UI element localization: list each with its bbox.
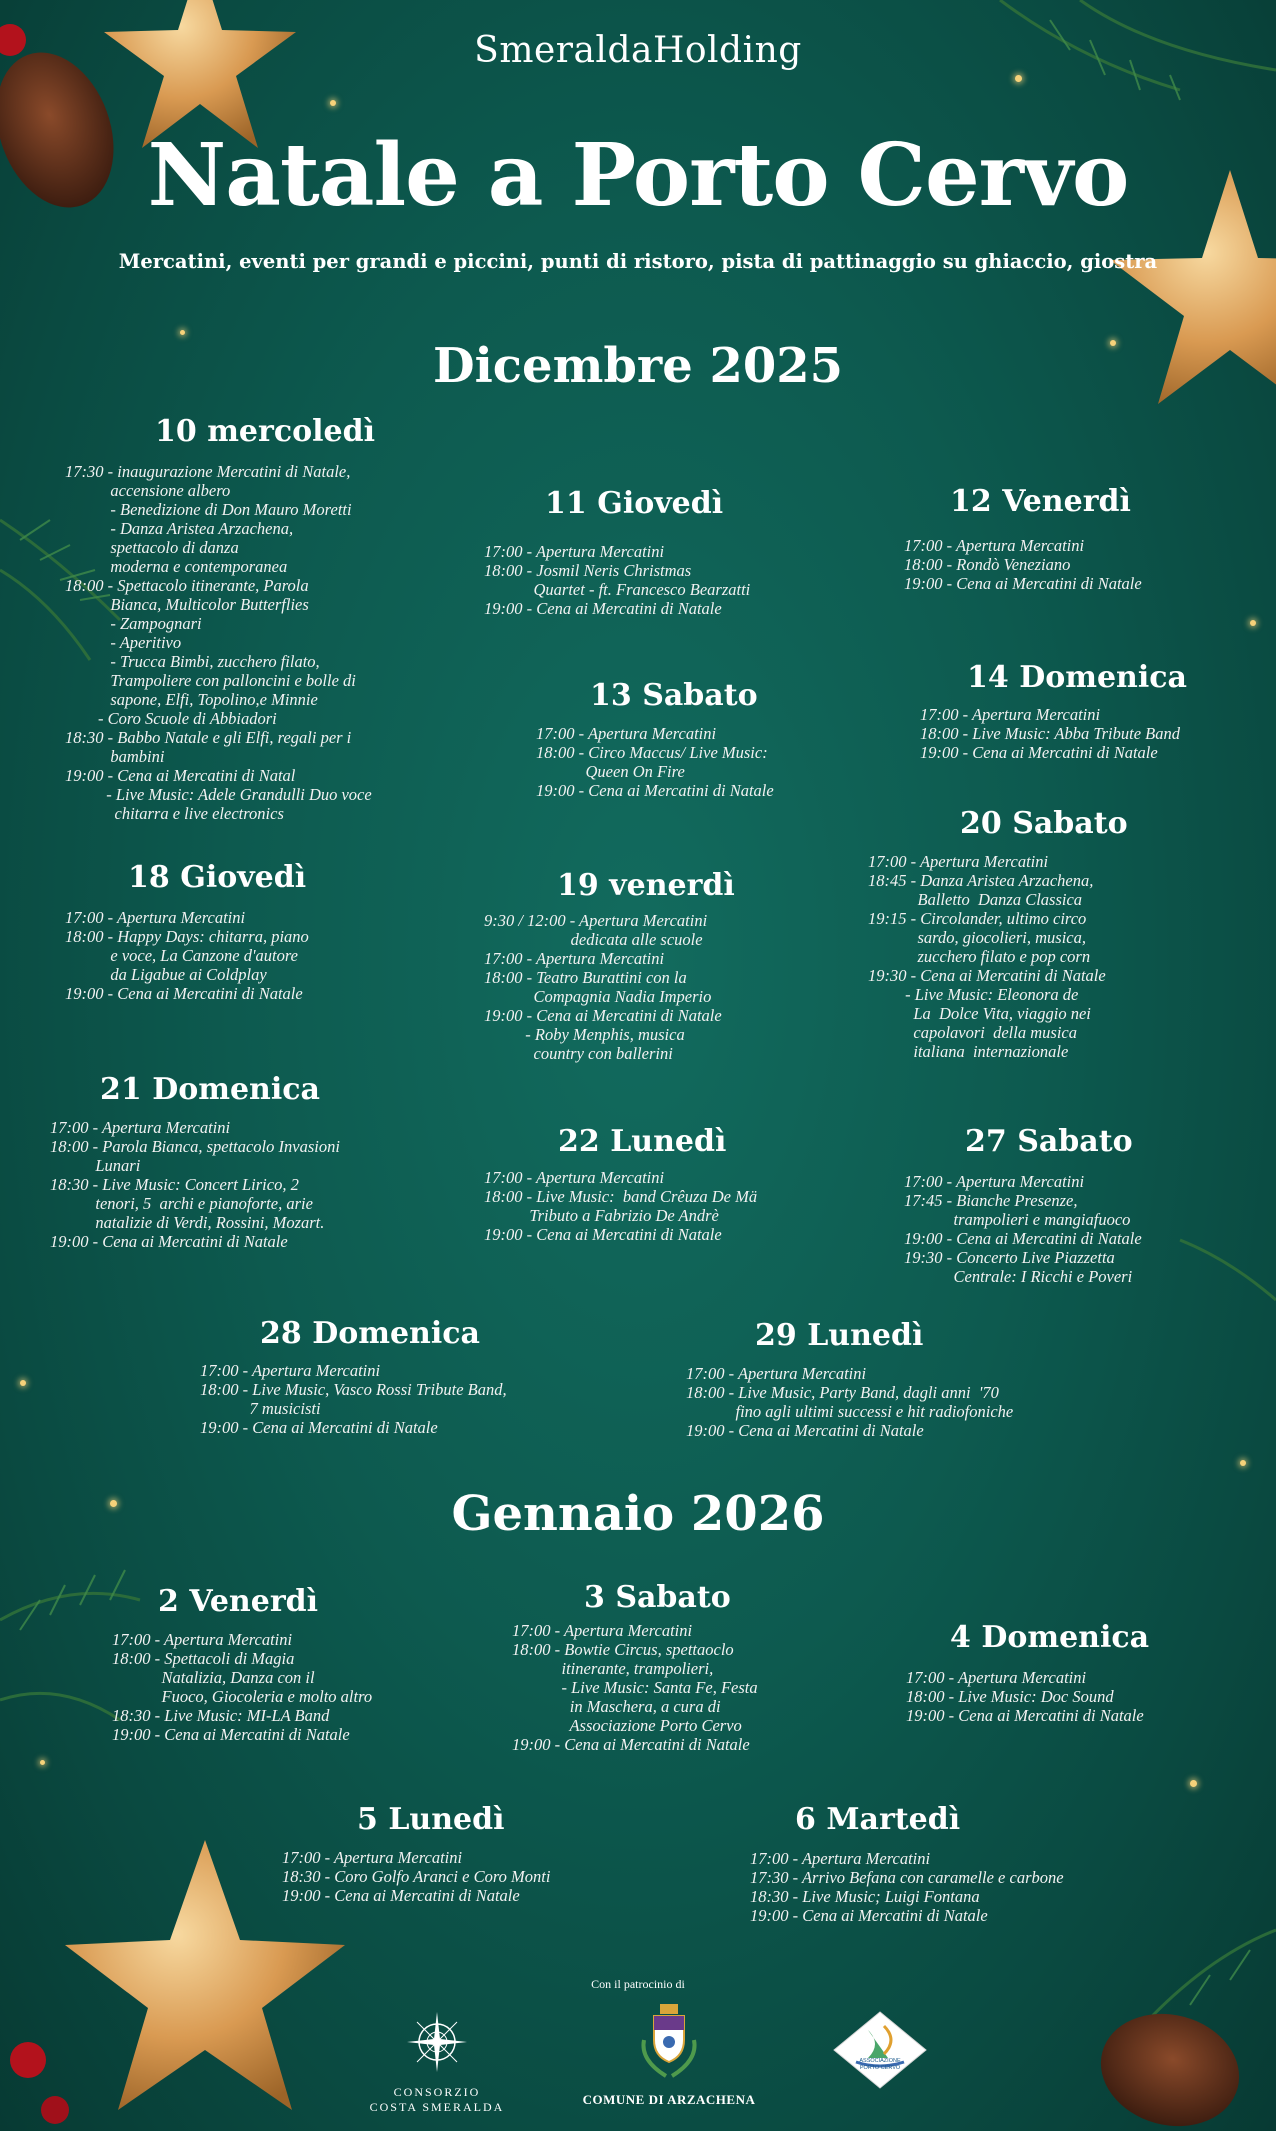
light-dot [330,100,336,106]
page-title: Natale a Porto Cervo [147,125,1129,226]
day-events: 9:30 / 12:00 - Apertura Mercatini dedicata alle scuole 17:00 - Apertura Mercatini 18:00 - Teatro Burattini con la Compagnia Nadia Imperio 19:00 - Cena ai Mercatini di Natale - Roby Menphis, musica country con ballerini [484,911,722,1063]
light-dot [1240,1460,1246,1466]
subtitle: Mercatini, eventi per grandi e piccini, punti di ristoro, pista di pattinaggio su ghiaccio, giostra [118,250,1158,273]
light-dot [1190,1780,1197,1787]
day-events: 17:00 - Apertura Mercatini 18:00 - Live Music: band Crêuza De Mä Tributo a Fabrizio De Andrè 19:00 - Cena ai Mercatini di Natale [484,1168,758,1244]
day-events: 17:00 - Apertura Mercatini 18:00 - Bowtie Circus, spettaoclo itinerante, trampolieri, - Live Music: Santa Fe, Festa in Maschera, a cura di Associazione Porto Cervo 19:00 - Cena ai Mercatini di Natale [512,1621,758,1754]
day-title: 21 Domenica [100,1072,320,1107]
day-events: 17:00 - Apertura Mercatini 18:00 - Parola Bianca, spettacolo Invasioni Lunari 18:30 - Live Music: Concert Lirico, 2 tenori, 5 archi e pianoforte, arie natalizie di Verdi, Rossini, Mozart. 19:00 - Cena ai Mercatini di Natale [50,1118,340,1251]
day-title: 18 Giovedì [128,860,307,895]
day-events: 17:00 - Apertura Mercatini 18:00 - Live Music, Party Band, dagli anni '70 fino agli ultimi successi e hit radiofoniche 19:00 - Cena ai Mercatini di Natale [686,1364,1014,1440]
day-title: 29 Lunedì [755,1318,924,1353]
day-title: 11 Giovedì [545,486,724,521]
association-logo-text: ASSOCIAZIONE PORTO CERVO [859,2058,901,2071]
day-events: 17:00 - Apertura Mercatini 18:00 - Circo Maccus/ Live Music: Queen On Fire 19:00 - Cena ai Mercatini di Natale [536,724,774,800]
consorzio-logo-text: CONSORZIO COSTA SMERALDA [369,2085,505,2114]
day-title: 4 Domenica [950,1620,1150,1655]
light-dot [180,330,185,335]
day-title: 12 Venerdì [950,484,1131,519]
day-title: 14 Domenica [967,660,1187,695]
day-events: 17:00 - Apertura Mercatini 18:00 - Spettacoli di Magia Natalizia, Danza con il Fuoco, Giocoleria e molto altro 18:30 - Live Music: MI-LA Band 19:00 - Cena ai Mercatini di Natale [112,1630,373,1744]
day-title: 20 Sabato [960,806,1128,841]
day-title: 13 Sabato [590,678,758,713]
day-events: 17:00 - Apertura Mercatini 18:00 - Josmil Neris Christmas Quartet - ft. Francesco Bearzatti 19:00 - Cena ai Mercatini di Natale [484,542,751,618]
day-events: 17:30 - inaugurazione Mercatini di Natale, accensione albero - Benedizione di Don Mauro Moretti - Danza Aristea Arzachena, spettacolo di danza moderna e contemporanea 18:00 - Spettacolo itinerante, Parola Bianca, Multicolor Butterflies - Zampognari - Aperitivo - Trucca Bimbi, zucchero filato, Trampoliere con palloncini e bolle di sapone, Elfi, Topolino,e Minnie - Coro Scuole di Abbiadori 18:30 - Babbo Natale e gli Elfi, regali per i bambini 19:00 - Cena ai Mercatini di Natal - Live Music: Adele Grandulli Duo voce chitarra e live electronics [65,462,372,823]
day-title: 27 Sabato [965,1124,1133,1159]
light-dot [40,1760,45,1765]
day-events: 17:00 - Apertura Mercatini 18:00 - Happy Days: chitarra, piano e voce, La Canzone d'autore da Ligabue ai Coldplay 19:00 - Cena ai Mercatini di Natale [65,908,309,1003]
berry [41,2096,69,2124]
day-title: 19 venerdì [557,868,735,903]
day-events: 17:00 - Apertura Mercatini 18:00 - Rondò Veneziano 19:00 - Cena ai Mercatini di Natale [904,536,1142,593]
light-dot [20,1380,26,1386]
day-title: 5 Lunedì [357,1802,505,1837]
day-events: 17:00 - Apertura Mercatini 17:30 - Arrivo Befana con caramelle e carbone 18:30 - Live Music; Luigi Fontana 19:00 - Cena ai Mercatini di Natale [750,1849,1064,1925]
municipal-coat-of-arms-icon [636,2000,702,2080]
compass-rose-icon [405,2010,469,2074]
light-dot [1250,620,1256,626]
light-dot [1015,75,1022,82]
day-events: 17:00 - Apertura Mercatini 18:00 - Live Music, Vasco Rossi Tribute Band, 7 musicisti 19:00 - Cena ai Mercatini di Natale [200,1361,507,1437]
berry [10,2042,46,2078]
brand-name: SmeraldaHolding [474,30,802,71]
day-title: 6 Martedì [795,1802,961,1837]
patronage-label: Con il patrocinio di [591,1977,685,1991]
association-logo [832,2010,928,2090]
day-title: 3 Sabato [584,1580,731,1615]
pine-cone-bottom-right [1088,1999,1252,2131]
day-title: 10 mercoledì [155,414,375,449]
month-heading-dicembre: Dicembre 2025 [432,338,844,394]
day-title: 2 Venerdì [158,1584,319,1619]
month-heading-gennaio: Gennaio 2026 [451,1486,825,1542]
day-events: 17:00 - Apertura Mercatini 17:45 - Bianche Presenze, trampolieri e mangiafuoco 19:00 - Cena ai Mercatini di Natale 19:30 - Concerto Live Piazzetta Centrale: I Ricchi e Poveri [904,1172,1142,1286]
day-title: 22 Lunedì [558,1124,727,1159]
comune-logo-text: COMUNE DI ARZACHENA [582,2092,756,2107]
day-events: 17:00 - Apertura Mercatini 18:00 - Live Music: Doc Sound 19:00 - Cena ai Mercatini di Natale [906,1668,1144,1725]
day-title: 28 Domenica [260,1316,480,1351]
day-events: 17:00 - Apertura Mercatini 18:00 - Live Music: Abba Tribute Band 19:00 - Cena ai Mercatini di Natale [920,705,1181,762]
day-events: 17:00 - Apertura Mercatini 18:30 - Coro Golfo Aranci e Coro Monti 19:00 - Cena ai Mercatini di Natale [282,1848,551,1905]
day-events: 17:00 - Apertura Mercatini 18:45 - Danza Aristea Arzachena, Balletto Danza Classica 19:15 - Circolander, ultimo circo sardo, giocolieri, musica, zucchero filato e pop corn 19:30 - Cena ai Mercatini di Natale - Live Music: Eleonora de La Dolce Vita, viaggio nei capolavori della musica italiana internazionale [868,852,1106,1061]
